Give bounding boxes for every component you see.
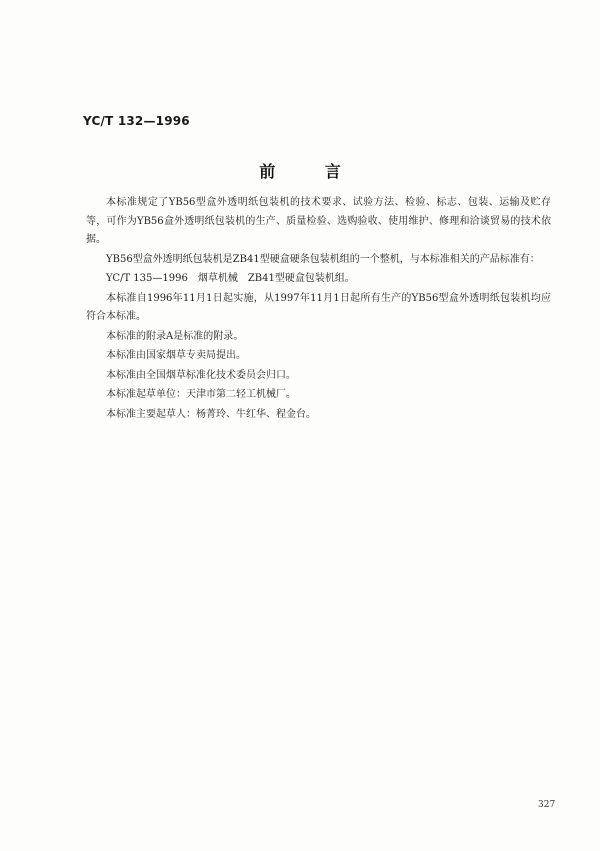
preface-body (86, 194, 551, 424)
paragraph-related-standards: YB56型盒外透明纸包装机是ZB41型硬盒硬条包装机组的一个整机，与本标准相关的产品标准有： (106, 253, 540, 265)
paragraph-drafting-unit: 本标准起草单位：天津市第二轻工机械厂。 (106, 389, 296, 400)
page-number: 327 (538, 800, 556, 810)
paragraph-appendix: 本标准的附录A是标准的附录。 (106, 330, 244, 342)
page-title: 前 言 (259, 162, 363, 181)
paragraph-drafters: 本标准主要起草人：杨菁玲、牛红华、程金台。 (106, 408, 316, 420)
paragraph-administrator: 本标准由全国烟草标准化技术委员会归口。 (106, 369, 296, 381)
standard-code: YC/T 132—1996 (83, 114, 190, 128)
paragraph-scope: 本标准规定了YB56型盒外透明纸包装机的技术要求、试验方法、检验、标志、包装、运输及贮存等，可作为YB56盒外透明纸包装机的生产、质量检验、选购验收、使用维护、修理和洽谈贸易的技术依据。 (86, 197, 551, 245)
paragraph-related-standard-item: YC/T 135—1996 烟草机械 ZB41型硬盒包装机组。 (106, 273, 355, 284)
paragraph-effective-date: 本标准自1996年11月1日起实施，从1997年11月1日起所有生产的YB56型盒外透明纸包装机均应符合本标准。 (86, 292, 551, 322)
paragraph-proposer: 本标准由国家烟草专卖局提出。 (106, 350, 246, 361)
